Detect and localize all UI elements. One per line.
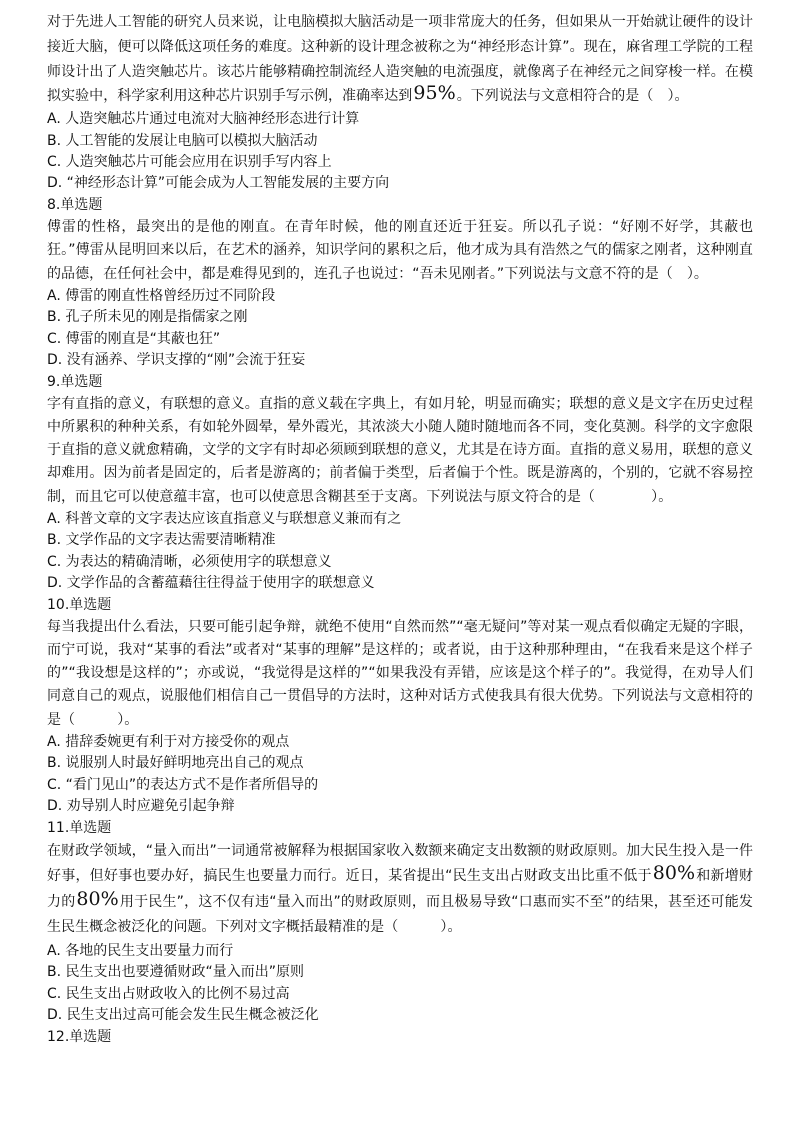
question-8 (47, 195, 753, 372)
question-type: 单选题 (69, 819, 112, 836)
option-a[interactable]: A. 人造突触芯片通过电流对大脑神经形态进行计算 (47, 111, 360, 128)
option-a[interactable]: A. 科普文章的文字表达应该直指意义与联想意义兼而有之 (47, 511, 402, 528)
option-c[interactable]: C. 为表达的精确清晰，必须使用字的联想意义 (47, 553, 332, 570)
option-a[interactable]: A. 各地的民生支出要量力而行 (47, 943, 234, 959)
option-a[interactable]: A. 傅雷的刚直性格曾经历过不同阶段 (47, 287, 276, 304)
question-stem: 傅雷的性格，最突出的是他的刚直。在青年时候，他的刚直还近于狂妄。所以孔子说：“好刚不好学，其蔽也狂。”傅雷从昆明回来以后，在艺术的涵养，知识学问的累积之后，他才成为具有浩然之气的儒家之刚者，这种刚直的品德，在任何社会中，都是难得见到的，连孔子也说过：“吾未见刚者。”下列说法与文意不符的是（ ）。 (47, 218, 753, 282)
question-stem (47, 10, 753, 109)
option-d[interactable]: D. 文学作品的含蓄蕴藉往往得益于使用字的联想意义 (47, 575, 375, 592)
option-d[interactable]: D. 劝导别人时应避免引起争辩 (47, 798, 235, 815)
option-c[interactable]: C. “看门见山”的表达方式不是作者所倡导的 (47, 776, 319, 793)
document-page (47, 10, 753, 1048)
option-d[interactable]: D. “神经形态计算”可能会成为人工智能发展的主要方向 (47, 175, 390, 192)
question-12 (47, 1027, 753, 1048)
option-b[interactable]: B. 孔子所未见的刚是指儒家之刚 (47, 309, 248, 326)
question-type: 单选题 (69, 1028, 112, 1045)
stem-formula: 80% (76, 887, 119, 910)
question-11 (47, 818, 753, 1027)
question-stem: 每当我提出什么看法，只要可能引起争辩，就绝不使用“自然而然”“毫无疑问”等对某一观点看似确定无疑的字眼，而宁可说，我对“某事的看法”或者对“某事的理解”是这样的；或者说，由于这种那种理由，“在我看来是这个样子的”“我设想是这样的”；亦或说，“我觉得是这样的”“如果我没有弄错，应该是这个样子的”。我觉得，在劝导人们同意自己的观点，说服他们相信自己一贯倡导的方法时，这种对话方式使我具有很大优势。下列说法与文意相符的是（ ）。 (47, 618, 753, 728)
option-b[interactable]: B. 文学作品的文字表达需要清晰精准 (47, 532, 276, 549)
stem-text: 对于先进人工智能的研究人员来说，让电脑模拟大脑活动是一项非常庞大的任务，但如果从一开始就让硬件的设计接近大脑，便可以降低这项任务的难度。这种新的设计理念被称之为“神经形态计算”。现在，麻省理工学院的工程师设计出了人造突触芯片。该芯片能够精确控制流经人造突触的电流强度，就像离子在神经元之间穿梭一样。在模拟实验中，科学家利用这种芯片识别手写示例，准确率达到 (47, 14, 753, 105)
question-stem (47, 839, 753, 941)
option-b[interactable]: B. 说服别人时最好鲜明地亮出自己的观点 (47, 755, 304, 772)
question-header (47, 595, 753, 616)
question-header (47, 818, 753, 839)
question-number: 9. (47, 373, 61, 390)
option-c[interactable]: C. 傅雷的刚直是“其蔽也狂” (47, 330, 221, 347)
stem-formula: 95% (413, 82, 456, 105)
option-b[interactable]: B. 人工智能的发展让电脑可以模拟大脑活动 (47, 132, 318, 149)
question-header (47, 372, 753, 393)
stem-text: 用于民生”，这不仅有违“量入而出”的财政原则，而且极易导致“口惠而实不至”的结果，甚至还可能发生民生概念被泛化的问题。下列对文字概括最精准的是（ ）。 (47, 893, 753, 936)
stem-formula: 80% (652, 862, 696, 885)
question-9 (47, 372, 753, 595)
option-a[interactable]: A. 措辞委婉更有利于对方接受你的观点 (47, 734, 290, 751)
question-number: 8. (47, 196, 61, 213)
question-number: 10. (47, 596, 70, 613)
question-number: 12. (47, 1028, 70, 1045)
option-d[interactable]: D. 没有涵养、学识支撑的“刚”会流于狂妄 (47, 352, 306, 369)
stem-text: 。下列说法与文意相符合的是（ ）。 (456, 88, 689, 105)
question-type: 单选题 (60, 196, 103, 213)
question-type: 单选题 (69, 596, 112, 613)
question-7 (47, 10, 753, 195)
question-type: 单选题 (60, 373, 103, 390)
question-header (47, 1027, 753, 1048)
question-number: 11. (47, 819, 70, 836)
option-b[interactable]: B. 民生支出也要遵循财政“量入而出”原则 (47, 964, 305, 981)
option-c[interactable]: C. 人造突触芯片可能会应用在识别手写内容上 (47, 153, 332, 170)
question-10 (47, 595, 753, 818)
stem-text: 在财政学领域，“量入而出”一词通常被解释为根据国家收入数额来确定支出数额的财政原则。加大民生投入是一件好事，但好事也要办好，搞民生也要量力而行。近日，某省提出“民生支出占财政支出比重不低于 (47, 842, 753, 885)
stem-text: 和新增财力的 (47, 868, 754, 910)
option-c[interactable]: C. 民生支出占财政收入的比例不易过高 (47, 985, 290, 1002)
question-stem: 字有直指的意义，有联想的意义。直指的意义载在字典上，有如月轮，明显而确实；联想的意义是文字在历史过程中所累积的种种关系，有如轮外圆晕，晕外霞光，其浓淡大小随人随时随地而各不同，变化莫测。科学的文字愈限于直指的意义就愈精确，文学的文字有时却必须顾到联想的意义，尤其是在诗方面。直指的意义易用，联想的意义却难用。因为前者是固定的，后者是游离的；前者偏于类型，后者偏于个性。既是游离的，个别的，它就不容易控制，而且它可以使意蕴丰富，也可以使意思含糊甚至于支离。下列说法与原文符合的是（ ）。 (47, 395, 753, 505)
question-header (47, 195, 753, 216)
option-d[interactable]: D. 民生支出过高可能会发生民生概念被泛化 (47, 1007, 319, 1024)
